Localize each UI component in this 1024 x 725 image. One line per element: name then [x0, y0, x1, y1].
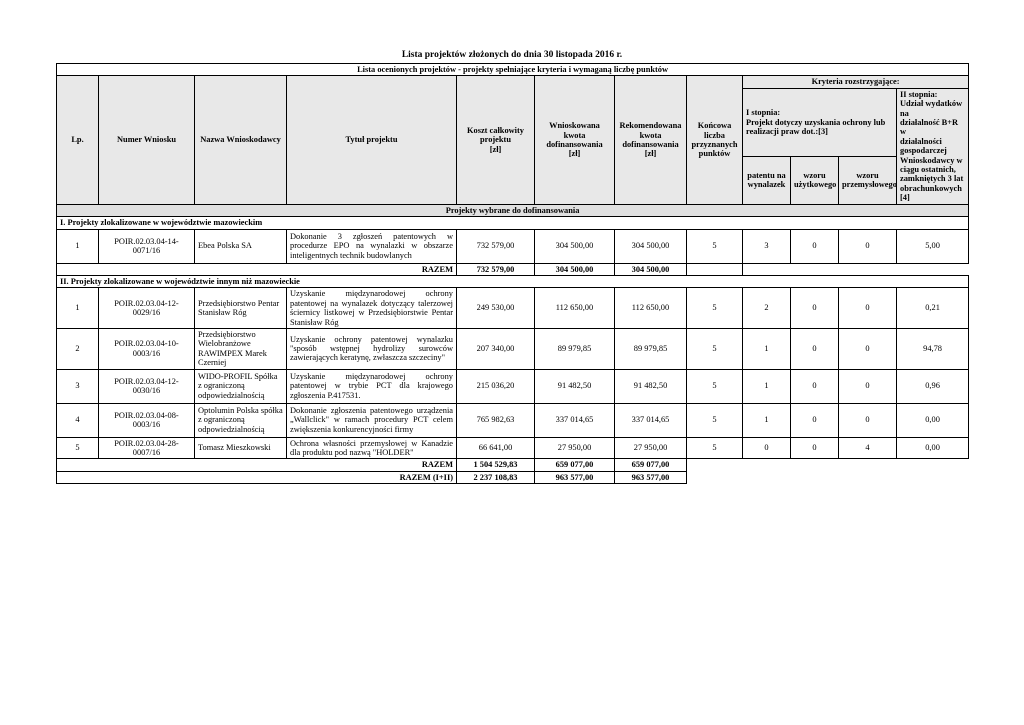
- cell-rekomendowana-kwota: 27 950,00: [615, 437, 687, 459]
- cell-koszt-calkowity: 249 530,00: [457, 288, 535, 329]
- cell-lp: 1: [57, 288, 99, 329]
- header-koszt-line1: Koszt całkowity: [467, 125, 524, 135]
- header-rekomendowana-line3: dofinansowania: [622, 140, 679, 150]
- cell-udzial-br: 0,00: [897, 437, 969, 459]
- header-kryteria-rozstrzygajace: Kryteria rozstrzygające:: [743, 76, 969, 88]
- razem-total-empty-4: [897, 471, 969, 483]
- header-rekomendowana-line2: kwota: [639, 130, 662, 140]
- razem-total-rekomendowana: 963 577,00: [615, 471, 687, 483]
- razem-empty-3: [839, 459, 897, 471]
- cell-numer-wniosku: POIR.02.03.04-10-0003/16: [99, 328, 195, 369]
- header-i-stopnia: [743, 88, 897, 156]
- cell-lp: 5: [57, 437, 99, 459]
- cell-wzor-przemyslowy: 0: [839, 403, 897, 437]
- cell-wzor-uzytkowy: 0: [791, 328, 839, 369]
- header-koncowa-line3: przyznanych: [691, 140, 738, 150]
- razem-empty-1: [743, 263, 791, 275]
- razem-empty-4: [897, 263, 969, 275]
- razem-total-koszt: 2 237 108,83: [457, 471, 535, 483]
- cell-wnioskowana-kwota: 112 650,00: [535, 288, 615, 329]
- cell-wzor-przemyslowy: 0: [839, 288, 897, 329]
- razem-empty-3: [839, 263, 897, 275]
- header-ii-stopnia: [897, 88, 969, 204]
- cell-lp: 1: [57, 229, 99, 263]
- header-wzoru-uzytkowego-line2: użytkowego: [794, 180, 837, 190]
- cell-nazwa-wnioskodawcy: Przedsiębiorstwo Pentar Stanisław Róg: [195, 288, 287, 329]
- cell-numer-wniosku: POIR.02.03.04-08-0003/16: [99, 403, 195, 437]
- header-lp: Lp.: [57, 76, 99, 204]
- cell-nazwa-wnioskodawcy: Optolumin Polska spółka z ograniczoną odpowiedzialnością: [195, 403, 287, 437]
- header-rekomendowana-line1: Rekomendowana: [619, 121, 682, 131]
- cell-koszt-calkowity: 66 641,00: [457, 437, 535, 459]
- table-row: [57, 328, 969, 369]
- cell-patent: 0: [743, 437, 791, 459]
- cell-wnioskowana-kwota: 27 950,00: [535, 437, 615, 459]
- header-wnioskowana-line3: [zł]: [568, 149, 581, 159]
- header-i-stopnia-line2: Projekt dotyczy uzyskania ochrony lub: [746, 117, 886, 127]
- cell-punkty: 5: [687, 403, 743, 437]
- razem-total-empty-2: [791, 471, 839, 483]
- header-nazwa-wnioskodawcy: Nazwa Wnioskodawcy: [195, 76, 287, 204]
- razem-rekomendowana: 659 077,00: [615, 459, 687, 471]
- header-koncowa-liczba-punktow: [687, 76, 743, 204]
- razem-empty-4: [897, 459, 969, 471]
- section-header-row: [57, 275, 969, 287]
- cell-koszt-calkowity: 765 982,63: [457, 403, 535, 437]
- razem-wnioskowana: 659 077,00: [535, 459, 615, 471]
- cell-wnioskowana-kwota: 337 014,65: [535, 403, 615, 437]
- razem-empty-2: [791, 263, 839, 275]
- razem-koszt: 1 504 529,83: [457, 459, 535, 471]
- cell-tytul-projektu: Uzyskanie ochrony patentowej wynalazku "sposób wstępnej hydrolizy surowców zawierających keratynę, zwłaszcza szczeciny": [287, 328, 457, 369]
- razem-wnioskowana: 304 500,00: [535, 263, 615, 275]
- header-row-group: [57, 76, 969, 88]
- document-title: Lista projektów złożonych do dnia 30 listopada 2016 r.: [401, 50, 623, 60]
- table-row: [57, 288, 969, 329]
- header-ii-stopnia-line5: gospodarczej: [900, 146, 947, 156]
- header-rekomendowana-kwota: [615, 76, 687, 204]
- header-ii-stopnia-line9: obrachunkowych [4]: [900, 183, 962, 203]
- header-koszt-calkowity: [457, 76, 535, 204]
- header-patentu-line2: wynalazek: [747, 180, 786, 190]
- header-koszt-line3: [zł]: [489, 144, 502, 154]
- header-wnioskowana-line1: Wnioskowana kwota: [549, 121, 600, 140]
- razem-total-empty-1: [743, 471, 791, 483]
- cell-wzor-uzytkowy: 0: [791, 288, 839, 329]
- cell-rekomendowana-kwota: 337 014,65: [615, 403, 687, 437]
- cell-patent: 1: [743, 403, 791, 437]
- razem-empty-punkty: [687, 459, 743, 471]
- cell-koszt-calkowity: 207 340,00: [457, 328, 535, 369]
- cell-patent: 1: [743, 369, 791, 403]
- cell-wnioskowana-kwota: 89 979,85: [535, 328, 615, 369]
- table-row: [57, 403, 969, 437]
- header-ii-stopnia-line4: działalności: [900, 136, 942, 146]
- header-wnioskowana-kwota: [535, 76, 615, 204]
- cell-wzor-przemyslowy: 0: [839, 328, 897, 369]
- cell-punkty: 5: [687, 369, 743, 403]
- header-wzoru-przemyslowego-line2: przemysłowego: [842, 180, 897, 190]
- cell-patent: 3: [743, 229, 791, 263]
- cell-numer-wniosku: POIR.02.03.04-14-0071/16: [99, 229, 195, 263]
- cell-wzor-przemyslowy: 4: [839, 437, 897, 459]
- cell-nazwa-wnioskodawcy: WIDO-PROFIL Spółka z ograniczoną odpowiedzialnością: [195, 369, 287, 403]
- section-1-title: I. Projekty zlokalizowane w województwie mazowieckim: [57, 217, 969, 229]
- header-i-stopnia-line3: realizacji praw dot.:[3]: [746, 127, 828, 137]
- cell-rekomendowana-kwota: 89 979,85: [615, 328, 687, 369]
- cell-udzial-br: 94,78: [897, 328, 969, 369]
- cell-patent: 1: [743, 328, 791, 369]
- header-ii-stopnia-line1: II stopnia:: [900, 89, 938, 99]
- cell-nazwa-wnioskodawcy: Przedsiębiorstwo Wielobranżowe RAWIMPEX Marek Czerniej: [195, 328, 287, 369]
- razem-label: RAZEM: [57, 459, 457, 471]
- header-ii-stopnia-line3: działalność B+R w: [900, 118, 959, 137]
- band-selected-label: Projekty wybrane do dofinansowania: [57, 204, 969, 216]
- header-ii-stopnia-line8: zamkniętych 3 lat: [900, 174, 964, 184]
- cell-wzor-uzytkowy: 0: [791, 369, 839, 403]
- cell-punkty: 5: [687, 288, 743, 329]
- section-header-row: [57, 217, 969, 229]
- header-wzoru-uzytkowego: [791, 157, 839, 205]
- cell-numer-wniosku: POIR.02.03.04-28-0007/16: [99, 437, 195, 459]
- cell-nazwa-wnioskodawcy: Ebea Polska SA: [195, 229, 287, 263]
- header-rekomendowana-line4: [zł]: [644, 149, 657, 159]
- cell-tytul-projektu: Dokonanie 3 zgłoszeń patentowych w procedurze EPO na wynalazki w obszarze inteligentnych technik budowlanych: [287, 229, 457, 263]
- razem-label: RAZEM: [57, 263, 457, 275]
- razem-total-empty-punkty: [687, 471, 743, 483]
- cell-koszt-calkowity: 215 036,20: [457, 369, 535, 403]
- table-row: [57, 369, 969, 403]
- section-2-title: II. Projekty zlokalizowane w województwie innym niż mazowieckie: [57, 275, 969, 287]
- header-numer-wniosku: Numer Wniosku: [99, 76, 195, 204]
- razem-empty-punkty: [687, 263, 743, 275]
- header-ii-stopnia-line2: Udział wydatków na: [900, 99, 963, 118]
- header-ii-stopnia-line7: ciągu ostatnich,: [900, 165, 956, 175]
- cell-tytul-projektu: Dokonanie zgłoszenia patentowego urządzenia „Wallclick" w ramach procedury PCT celem zwiększenia konkurencyjności firmy: [287, 403, 457, 437]
- cell-wzor-przemyslowy: 0: [839, 369, 897, 403]
- cell-udzial-br: 0,00: [897, 403, 969, 437]
- cell-lp: 2: [57, 328, 99, 369]
- cell-udzial-br: 5,00: [897, 229, 969, 263]
- razem-koszt: 732 579,00: [457, 263, 535, 275]
- cell-udzial-br: 0,21: [897, 288, 969, 329]
- cell-numer-wniosku: POIR.02.03.04-12-0030/16: [99, 369, 195, 403]
- projects-table: [56, 63, 969, 484]
- cell-tytul-projektu: Uzyskanie międzynarodowej ochrony patentowej na wynalazek dotyczący talerzowej ścierniсy listkowej w Przedsiębiorstwie Pentar Stanisław Róg: [287, 288, 457, 329]
- cell-udzial-br: 0,96: [897, 369, 969, 403]
- razem-total-label: RAZEM (I+II): [57, 471, 457, 483]
- cell-rekomendowana-kwota: 91 482,50: [615, 369, 687, 403]
- razem-total-wnioskowana: 963 577,00: [535, 471, 615, 483]
- header-koncowa-line2: liczba: [704, 130, 725, 140]
- cell-tytul-projektu: Ochrona własności przemysłowej w Kanadzie dla produktu pod nazwą "HOLDER": [287, 437, 457, 459]
- header-wzoru-przemyslowego-line1: wzoru: [856, 170, 879, 180]
- cell-wzor-uzytkowy: 0: [791, 437, 839, 459]
- header-koncowa-line1: Końcowa: [697, 121, 732, 131]
- cell-wnioskowana-kwota: 304 500,00: [535, 229, 615, 263]
- cell-nazwa-wnioskodawcy: Tomasz Mieszkowski: [195, 437, 287, 459]
- header-wzoru-przemyslowego: [839, 157, 897, 205]
- razem-empty-1: [743, 459, 791, 471]
- cell-wnioskowana-kwota: 91 482,50: [535, 369, 615, 403]
- header-wnioskowana-line2: dofinansowania: [546, 140, 603, 150]
- table-row: [57, 437, 969, 459]
- razem-total-row: [57, 471, 969, 483]
- cell-wzor-uzytkowy: 0: [791, 229, 839, 263]
- cell-koszt-calkowity: 732 579,00: [457, 229, 535, 263]
- cell-rekomendowana-kwota: 112 650,00: [615, 288, 687, 329]
- header-koncowa-line4: punktów: [698, 149, 731, 159]
- razem-row: [57, 459, 969, 471]
- table-row: [57, 229, 969, 263]
- cell-patent: 2: [743, 288, 791, 329]
- cell-lp: 3: [57, 369, 99, 403]
- cell-wzor-przemyslowy: 0: [839, 229, 897, 263]
- cell-numer-wniosku: POIR.02.03.04-12-0029/16: [99, 288, 195, 329]
- cell-lp: 4: [57, 403, 99, 437]
- cell-rekomendowana-kwota: 304 500,00: [615, 229, 687, 263]
- razem-total-empty-3: [839, 471, 897, 483]
- cell-punkty: 5: [687, 437, 743, 459]
- table-subtitle: Lista ocenionych projektów - projekty spełniające kryteria i wymaganą liczbę punktów: [57, 64, 969, 76]
- header-i-stopnia-line1: I stopnia:: [746, 108, 781, 118]
- header-patentu-na-wynalazek: [743, 157, 791, 205]
- razem-row: [57, 263, 969, 275]
- document-body: [56, 50, 968, 484]
- razem-empty-2: [791, 459, 839, 471]
- header-ii-stopnia-line6: Wnioskodawcy w: [900, 155, 963, 165]
- band-selected-row: [57, 204, 969, 216]
- header-koszt-line2: projektu: [479, 135, 512, 145]
- header-wzoru-uzytkowego-line1: wzoru: [803, 170, 826, 180]
- cell-punkty: 5: [687, 328, 743, 369]
- razem-rekomendowana: 304 500,00: [615, 263, 687, 275]
- header-patentu-line1: patentu na: [747, 170, 786, 180]
- text-cursor: [56, 415, 57, 426]
- cell-wzor-uzytkowy: 0: [791, 403, 839, 437]
- cell-punkty: 5: [687, 229, 743, 263]
- table-subtitle-row: [57, 64, 969, 76]
- cell-tytul-projektu: Uzyskanie międzynarodowej ochrony patentowej w trybie PCT dla krajowego zgłoszenia P.417531.: [287, 369, 457, 403]
- header-tytul-projektu: Tytuł projektu: [287, 76, 457, 204]
